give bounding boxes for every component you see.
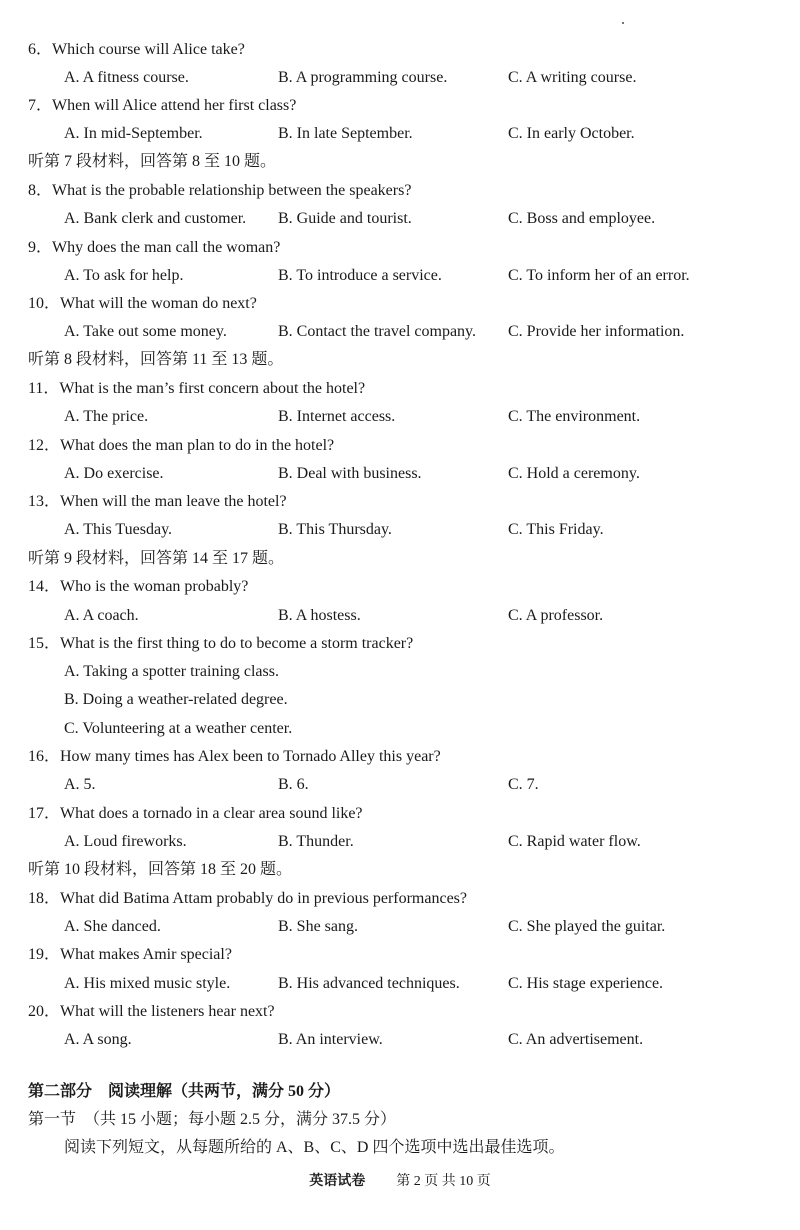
q20-option-a: A. A song. [64,1031,132,1048]
question-15: 15．What is the first thing to do to become a storm tracker? [28,635,414,652]
q12-option-c: C. Hold a ceremony. [508,465,640,482]
q15-option-b: B. Doing a weather-related degree. [64,691,288,708]
q14-option-b: B. A hostess. [278,607,361,624]
section-heading-10: 听第 10 段材料，回答第 18 至 20 题。 [28,861,293,878]
q17-option-c: C. Rapid water flow. [508,833,641,850]
q12-option-a: A. Do exercise. [64,465,164,482]
section-heading-8: 听第 8 段材料，回答第 11 至 13 题。 [28,351,284,368]
q13-option-c: C. This Friday. [508,521,604,538]
q17-option-b: B. Thunder. [278,833,354,850]
q9-option-a: A. To ask for help. [64,267,184,284]
question-6: 6．Which course will Alice take? [28,41,245,58]
question-7: 7．When will Alice attend her first class? [28,97,297,114]
q9-option-b: B. To introduce a service. [278,267,442,284]
question-11: 11．What is the man’s first concern about the hotel? [28,380,366,397]
q17-option-a: A. Loud fireworks. [64,833,187,850]
q19-option-c: C. His stage experience. [508,975,664,992]
q15-option-c: C. Volunteering at a weather center. [64,720,293,737]
q19-option-b: B. His advanced techniques. [278,975,460,992]
q18-option-a: A. She danced. [64,918,161,935]
footer-page-info: 第 2 页 共 10 页 [396,1174,491,1189]
q8-option-c: C. Boss and employee. [508,210,656,227]
q13-option-b: B. This Thursday. [278,521,392,538]
q20-option-c: C. An advertisement. [508,1031,644,1048]
q14-option-c: C. A professor. [508,607,604,624]
question-12: 12．What does the man plan to do in the hotel? [28,437,335,454]
q16-option-b: B. 6. [278,776,309,793]
footer-subject: 英语试卷 [309,1174,366,1189]
q10-option-a: A. Take out some money. [64,323,227,340]
question-20: 20．What will the listeners hear next? [28,1003,275,1020]
q8-option-a: A. Bank clerk and customer. [64,210,247,227]
q19-option-a: A. His mixed music style. [64,975,231,992]
question-14: 14．Who is the woman probably? [28,578,249,595]
q15-option-a: A. Taking a spotter training class. [64,663,279,680]
reading-instruction: 阅读下列短文，从每题所给的 A、B、C、D 四个选项中选出最佳选项。 [64,1139,565,1156]
q7-option-a: A. In mid-September. [64,125,203,142]
scan-speck [622,22,624,24]
q14-option-a: A. A coach. [64,607,139,624]
question-10: 10．What will the woman do next? [28,295,257,312]
q18-option-c: C. She played the guitar. [508,918,666,935]
q12-option-b: B. Deal with business. [278,465,422,482]
q9-option-c: C. To inform her of an error. [508,267,690,284]
q11-option-c: C. The environment. [508,408,641,425]
q10-option-b: B. Contact the travel company. [278,323,477,340]
q13-option-a: A. This Tuesday. [64,521,173,538]
question-18: 18．What did Batima Attam probably do in previous performances? [28,890,468,907]
question-16: 16．How many times has Alex been to Tornado Alley this year? [28,748,441,765]
q6-option-b: B. A programming course. [278,69,448,86]
q20-option-b: B. An interview. [278,1031,383,1048]
q7-option-c: C. In early October. [508,125,635,142]
q7-option-b: B. In late September. [278,125,413,142]
q18-option-b: B. She sang. [278,918,358,935]
question-17: 17．What does a tornado in a clear area sound like? [28,805,363,822]
question-19: 19．What makes Amir special? [28,946,232,963]
section-heading-7: 听第 7 段材料，回答第 8 至 10 题。 [28,153,277,170]
q16-option-c: C. 7. [508,776,539,793]
q10-option-c: C. Provide her information. [508,323,685,340]
q6-option-c: C. A writing course. [508,69,637,86]
page-footer [0,1170,800,1194]
section-heading-9: 听第 9 段材料，回答第 14 至 17 题。 [28,550,285,567]
subsection-heading: 第一节 （共 15 小题；每小题 2.5 分，满分 37.5 分） [28,1111,397,1128]
q11-option-b: B. Internet access. [278,408,396,425]
q6-option-a: A. A fitness course. [64,69,189,86]
part-two-title: 第二部分 阅读理解（共两节，满分 50 分） [28,1083,341,1100]
question-8: 8．What is the probable relationship between the speakers? [28,182,412,199]
q11-option-a: A. The price. [64,408,149,425]
q16-option-a: A. 5. [64,776,96,793]
question-13: 13．When will the man leave the hotel? [28,493,287,510]
q8-option-b: B. Guide and tourist. [278,210,412,227]
question-9: 9．Why does the man call the woman? [28,239,281,256]
